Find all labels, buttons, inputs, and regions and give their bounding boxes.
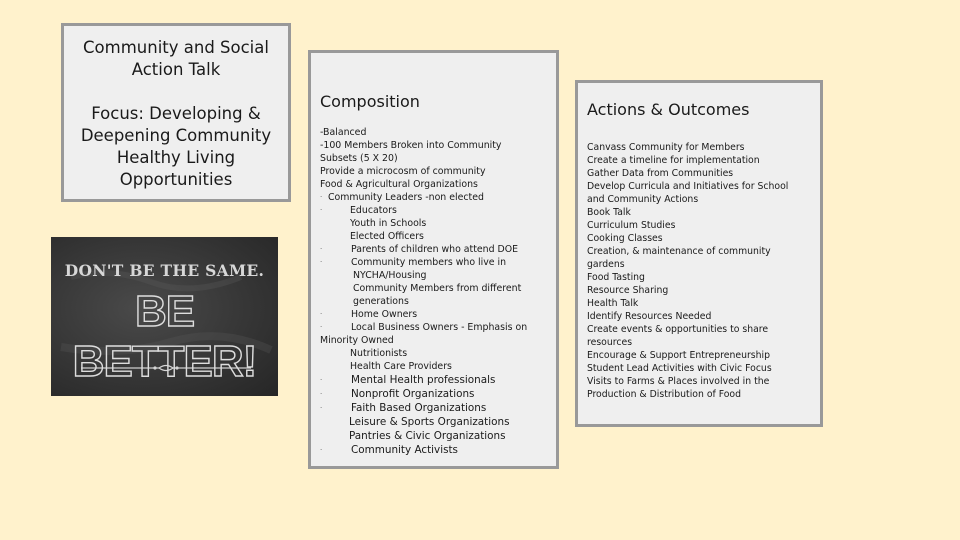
focus-line-3: Healthy Living — [116, 148, 236, 167]
bullet-dot-icon: · — [320, 446, 323, 454]
composition-item-text: Youth in Schools — [350, 218, 427, 229]
composition-item-text: -Balanced — [320, 127, 367, 138]
action-item: Student Lead Activities with Civic Focus — [587, 363, 772, 374]
action-item: and Community Actions — [587, 194, 699, 205]
composition-item-text: Nonprofit Organizations — [351, 388, 475, 400]
chalkboard-main-text: BE BETTER! — [72, 287, 257, 386]
action-item: Identify Resources Needed — [587, 311, 712, 322]
chalkboard-top-text: DON'T BE THE SAME. — [64, 261, 265, 280]
bullet-dot-icon: · — [320, 193, 323, 201]
composition-item — [320, 139, 552, 152]
composition-item — [320, 373, 552, 387]
actions-box — [575, 80, 823, 427]
action-item: Curriculum Studies — [587, 220, 676, 231]
action-item: Cooking Classes — [587, 233, 663, 244]
action-item: resources — [587, 337, 633, 348]
composition-item-text: Food & Agricultural Organizations — [320, 179, 478, 190]
bullet-dot-icon: · — [320, 258, 323, 266]
composition-item — [320, 321, 552, 334]
bullet-dot-icon: · — [320, 310, 323, 318]
action-item: Production & Distribution of Food — [587, 389, 742, 400]
composition-item — [320, 191, 552, 204]
focus-line-4: Opportunities — [119, 170, 233, 189]
composition-item-text: Nutritionists — [350, 348, 408, 359]
composition-item — [320, 282, 552, 295]
composition-item-text: Community members who live in — [351, 257, 507, 268]
composition-item — [320, 178, 552, 191]
composition-item — [320, 401, 552, 415]
composition-item-text: Parents of children who attend DOE — [351, 244, 519, 255]
composition-item — [320, 165, 552, 178]
composition-item-text: Community Activists — [351, 444, 458, 456]
composition-item-text: Provide a microcosm of community — [320, 166, 486, 177]
bullet-dot-icon: · — [320, 323, 323, 331]
composition-item — [320, 126, 552, 139]
composition-box — [308, 50, 559, 469]
composition-item — [320, 230, 552, 243]
composition-item — [320, 443, 552, 457]
composition-item-text: Minority Owned — [320, 335, 394, 346]
action-item: Resource Sharing — [587, 285, 669, 296]
composition-item-text: Home Owners — [351, 309, 418, 320]
bullet-dot-icon: · — [320, 376, 323, 384]
bullet-dot-icon: · — [320, 245, 323, 253]
action-item: Create events & opportunities to share — [587, 324, 769, 335]
bullet-dot-icon: · — [320, 206, 323, 214]
composition-item — [320, 295, 552, 308]
composition-item-text: -100 Members Broken into Community — [320, 140, 502, 151]
composition-item — [320, 360, 552, 373]
composition-item-text: Local Business Owners - Emphasis on — [351, 322, 528, 333]
composition-list — [320, 126, 552, 457]
composition-item — [320, 387, 552, 401]
bullet-dot-icon: · — [320, 404, 323, 412]
action-item: Develop Curricula and Initiatives for School — [587, 181, 789, 192]
composition-item — [320, 243, 552, 256]
chalkboard-image — [51, 237, 278, 396]
composition-item-text: Educators — [350, 205, 397, 216]
composition-item — [320, 308, 552, 321]
composition-item-text: Leisure & Sports Organizations — [349, 416, 510, 428]
action-item: Create a timeline for implementation — [587, 155, 760, 166]
composition-item — [320, 217, 552, 230]
composition-item — [320, 152, 552, 165]
composition-item-text: Elected Officers — [350, 231, 424, 242]
composition-item-text: Pantries & Civic Organizations — [349, 430, 506, 442]
action-item: Canvass Community for Members — [587, 142, 745, 153]
composition-item-text: Community Members from different — [353, 283, 522, 294]
composition-item — [320, 347, 552, 360]
actions-list — [587, 141, 819, 401]
composition-item-text: Mental Health professionals — [351, 374, 496, 386]
action-item: gardens — [587, 259, 625, 270]
action-item: Gather Data from Communities — [587, 168, 734, 179]
bullet-dot-icon: · — [320, 390, 323, 398]
composition-item — [320, 204, 552, 217]
composition-item-text: NYCHA/Housing — [353, 270, 427, 281]
composition-item-text: Community Leaders -non elected — [328, 192, 484, 203]
action-item: Food Tasting — [587, 272, 645, 283]
action-item: Creation, & maintenance of community — [587, 246, 771, 257]
composition-item — [320, 429, 552, 443]
composition-heading: Composition — [320, 92, 420, 111]
focus-line-2: Deepening Community — [80, 126, 272, 145]
title-box — [61, 23, 291, 202]
action-item: Book Talk — [587, 207, 631, 218]
actions-heading: Actions & Outcomes — [587, 100, 750, 119]
composition-item — [320, 415, 552, 429]
composition-item-text: generations — [353, 296, 409, 307]
title-line-1: Community and Social — [83, 38, 269, 57]
composition-item-text: Faith Based Organizations — [351, 402, 487, 414]
action-item: Visits to Farms & Places involved in the — [587, 376, 770, 387]
composition-item — [320, 334, 552, 347]
composition-item-text: Subsets (5 X 20) — [320, 153, 398, 164]
action-item: Encourage & Support Entrepreneurship — [587, 350, 771, 361]
composition-item — [320, 269, 552, 282]
action-item: Health Talk — [587, 298, 639, 309]
focus-line-1: Focus: Developing & — [91, 104, 261, 123]
composition-item — [320, 256, 552, 269]
composition-item-text: Health Care Providers — [350, 361, 452, 372]
title-line-2: Action Talk — [131, 60, 221, 79]
